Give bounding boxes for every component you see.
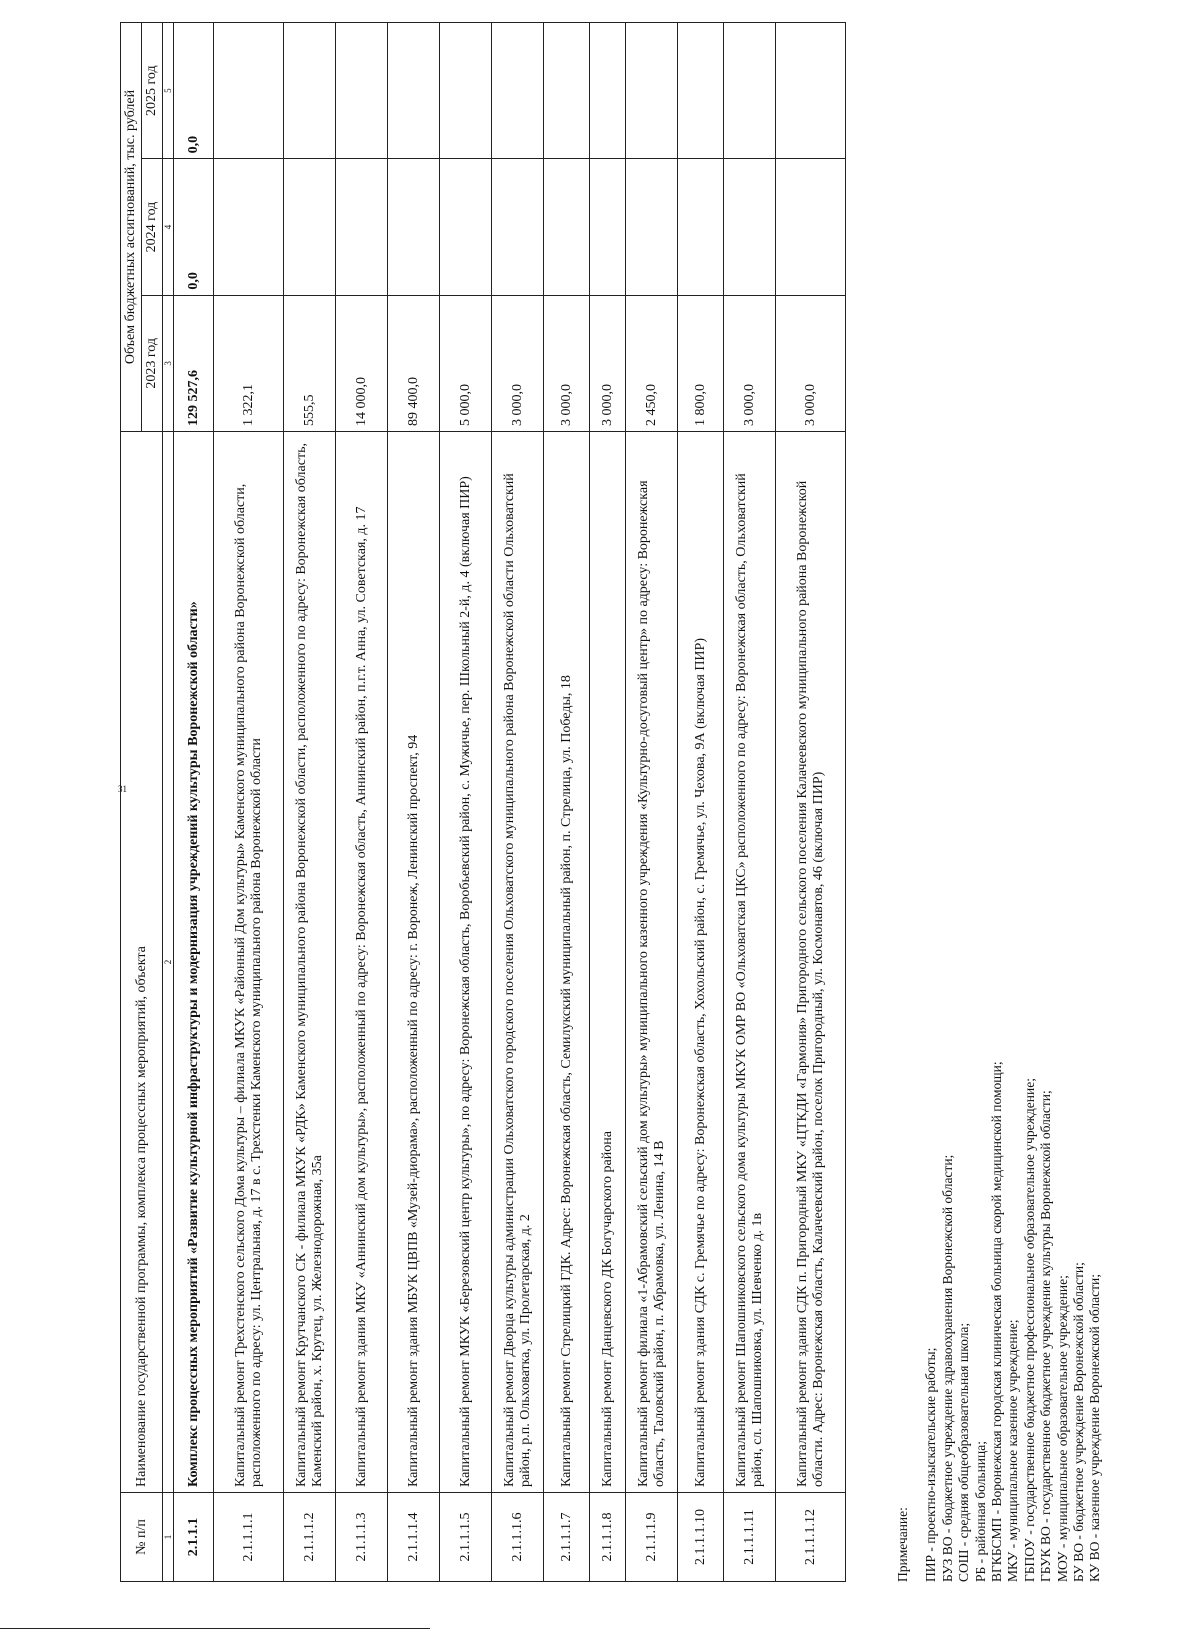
row-number: 2.1.1.1.5 bbox=[440, 1493, 492, 1582]
table-row bbox=[776, 23, 846, 1582]
row-value-2023: 1 322,1 bbox=[214, 295, 284, 431]
table-row bbox=[174, 23, 214, 1582]
row-value-2024 bbox=[388, 159, 440, 295]
row-value-2024 bbox=[678, 159, 724, 295]
row-value-2024 bbox=[776, 159, 846, 295]
row-name: Капитальный ремонт Дворца культуры администрации Ольховатского городского поселения Ольховатского муниципального района Воронежской области Ольховатский район, р.п. Ольховатка, ул. Пролетарская, д. 2 bbox=[492, 432, 544, 1493]
table-row bbox=[492, 23, 544, 1582]
row-name: Капитальный ремонт МКУК «Березовский центр культуры», по адресу: Воронежская область, Воробьевский район, с. Мужичье, пер. Школьный 2-й, д. 4 (включая ПИР) bbox=[440, 432, 492, 1493]
table-row bbox=[336, 23, 388, 1582]
table-row bbox=[724, 23, 776, 1582]
row-value-2025: 0,0 bbox=[174, 23, 214, 159]
row-value-2023: 2 450,0 bbox=[626, 295, 678, 431]
row-value-2023: 555,5 bbox=[284, 295, 336, 431]
header-budget-group: Объем бюджетных ассигнований, тыс. рублей bbox=[121, 23, 142, 432]
row-number: 2.1.1.1.10 bbox=[678, 1493, 724, 1582]
row-name: Капитальный ремонт здания МБУК ЦВПВ «Музей-диорама», расположенный по адресу: г. Воронеж, Ленинский проспект, 94 bbox=[388, 432, 440, 1493]
row-value-2023: 129 527,6 bbox=[174, 295, 214, 431]
row-value-2023: 14 000,0 bbox=[336, 295, 388, 431]
note-item: БУЗ ВО - бюджетное учреждение здравоохранения Воронежской области; bbox=[939, 1154, 955, 1582]
column-index: 4 bbox=[163, 159, 174, 295]
note-item: БУ ВО - бюджетное учреждение Воронежской области; bbox=[1071, 1262, 1087, 1582]
row-value-2025 bbox=[492, 23, 544, 159]
row-value-2024 bbox=[284, 159, 336, 295]
table-row bbox=[440, 23, 492, 1582]
row-name: Капитальный ремонт Стрелицкий ГДК. Адрес: Воронежская область, Семилукский муниципальный район, п. Стрелица, ул. Победы, 18 bbox=[544, 432, 590, 1493]
row-value-2025 bbox=[678, 23, 724, 159]
row-name: Капитальный ремонт здания МКУ «Аннинский дом культуры», расположенный по адресу: Воронежская область, Аннинский район, п.г.т. Анна, ул. Советская, д. 17 bbox=[336, 432, 388, 1493]
table-row bbox=[626, 23, 678, 1582]
row-value-2025 bbox=[544, 23, 590, 159]
page-number: 31 bbox=[118, 784, 127, 794]
table-row bbox=[590, 23, 626, 1582]
row-name: Капитальный ремонт Данцевского ДК Богучарского района bbox=[590, 432, 626, 1493]
scan-edge-line bbox=[0, 1628, 430, 1629]
row-value-2025 bbox=[336, 23, 388, 159]
row-value-2025 bbox=[284, 23, 336, 159]
header-year-2025: 2025 год bbox=[142, 23, 163, 159]
row-name: Капитальный ремонт здания СДК п. Пригородный МКУ «ЦТКДИ «Гармония» Пригородного сельского поселения Калачеевского муниципального района Воронежской области. Адрес: Воронежская область, Калачеевский район, поселок Пригородный, ул. Космонавтов, 46 (включая ПИР) bbox=[776, 432, 846, 1493]
row-name: Капитальный ремонт Шапошниковского сельского дома культуры МКУК ОМР ВО «Ольховатская ЦКС» расположенного по адресу: Воронежская область, Ольховатский район, сл. Шапошниковка, ул. Шевченко д. 1в bbox=[724, 432, 776, 1493]
note-item: СОШ - средняя общеобразовательная школа; bbox=[956, 1322, 972, 1582]
column-index: 1 bbox=[163, 1493, 174, 1582]
row-number: 2.1.1.1.8 bbox=[590, 1493, 626, 1582]
table-row bbox=[214, 23, 284, 1582]
note-item: ВГКБСМП - Воронежская городская клиническая больница скорой медицинской помощи; bbox=[989, 1061, 1005, 1582]
row-value-2025 bbox=[590, 23, 626, 159]
note-item: МКУ - муниципальное казенное учреждение; bbox=[1005, 1319, 1021, 1582]
row-number: 2.1.1.1.4 bbox=[388, 1493, 440, 1582]
row-value-2024 bbox=[336, 159, 388, 295]
row-value-2024 bbox=[626, 159, 678, 295]
row-value-2024 bbox=[590, 159, 626, 295]
row-value-2024 bbox=[724, 159, 776, 295]
header-year-2023: 2023 год bbox=[142, 295, 163, 431]
row-value-2025 bbox=[776, 23, 846, 159]
row-value-2025 bbox=[440, 23, 492, 159]
row-number: 2.1.1.1 bbox=[174, 1493, 214, 1582]
row-value-2024: 0,0 bbox=[174, 159, 214, 295]
row-number: 2.1.1.1.3 bbox=[336, 1493, 388, 1582]
row-value-2023: 3 000,0 bbox=[590, 295, 626, 431]
row-value-2024 bbox=[492, 159, 544, 295]
row-name: Капитальный ремонт филиала «1-Абрамовский сельский дом культуры» муниципального казенного учреждения «Культурно-досуговый центр» по адресу: Воронежская область, Таловский район, п. Абрамовка, ул. Ленина, 14 В bbox=[626, 432, 678, 1493]
row-value-2023: 1 800,0 bbox=[678, 295, 724, 431]
header-year-2024: 2024 год bbox=[142, 159, 163, 295]
row-value-2023: 3 000,0 bbox=[724, 295, 776, 431]
row-number: 2.1.1.1.12 bbox=[776, 1493, 846, 1582]
column-index: 5 bbox=[163, 23, 174, 159]
column-index: 2 bbox=[163, 432, 174, 1493]
note-item: КУ ВО - казенное учреждение Воронежской области; bbox=[1087, 1273, 1103, 1582]
note-item: ГБПОУ - государственное бюджетное профессиональное образовательное учреждение; bbox=[1021, 1078, 1037, 1582]
table-row bbox=[284, 23, 336, 1582]
notes-title: Примечание: bbox=[895, 1507, 910, 1582]
row-value-2025 bbox=[214, 23, 284, 159]
table-row bbox=[544, 23, 590, 1582]
note-item: ГБУК ВО - государственное бюджетное учреждение культуры Воронежской области; bbox=[1038, 1090, 1054, 1582]
row-value-2025 bbox=[388, 23, 440, 159]
budget-table bbox=[120, 22, 846, 1582]
note-item: МОУ - муниципальное образовательное учреждение; bbox=[1054, 1275, 1070, 1582]
table-row bbox=[678, 23, 724, 1582]
row-number: 2.1.1.1.7 bbox=[544, 1493, 590, 1582]
row-number: 2.1.1.1.2 bbox=[284, 1493, 336, 1582]
row-number: 2.1.1.1.1 bbox=[214, 1493, 284, 1582]
row-value-2024 bbox=[440, 159, 492, 295]
row-number: 2.1.1.1.11 bbox=[724, 1493, 776, 1582]
row-name: Капитальный ремонт Трехстенского сельского Дома культуры – филиала МКУК «Районный Дом культуры» Каменского муниципального района Воронежской области, расположенного по адресу: ул. Центральная, д. 17 в с. Трехстенки Каменского муниципального района Воронежской области bbox=[214, 432, 284, 1493]
row-value-2025 bbox=[626, 23, 678, 159]
row-value-2023: 3 000,0 bbox=[544, 295, 590, 431]
row-name: Капитальный ремонт Крутчанского СК - филиала МКУК «РДК» Каменского муниципального района Воронежской области, расположенного по адресу: Воронежская область, Каменский район, х. Крутец, ул. Железнодорожная, 35а bbox=[284, 432, 336, 1493]
table-body bbox=[174, 23, 846, 1582]
row-value-2023: 89 400,0 bbox=[388, 295, 440, 431]
row-number: 2.1.1.1.9 bbox=[626, 1493, 678, 1582]
row-value-2023: 5 000,0 bbox=[440, 295, 492, 431]
column-index: 3 bbox=[163, 295, 174, 431]
header-row bbox=[121, 23, 142, 1582]
note-item: ПИР - проектно-изыскательские работы; bbox=[923, 1347, 939, 1582]
column-index-row bbox=[163, 23, 174, 1582]
header-num: № п/п bbox=[121, 1493, 163, 1582]
note-item: РБ - районная больница; bbox=[972, 1441, 988, 1582]
row-value-2023: 3 000,0 bbox=[492, 295, 544, 431]
row-value-2025 bbox=[724, 23, 776, 159]
rotated-sheet bbox=[110, 5, 1200, 1595]
row-name: Комплекс процессных мероприятий «Развитие культурной инфраструктуры и модернизация учреждений культуры Воронежской области» bbox=[174, 432, 214, 1493]
row-value-2023: 3 000,0 bbox=[776, 295, 846, 431]
notes-section bbox=[895, 82, 1104, 1582]
header-name: Наименование государственной программы, комплекса процессных мероприятий, объекта bbox=[121, 432, 163, 1493]
row-value-2024 bbox=[214, 159, 284, 295]
row-number: 2.1.1.1.6 bbox=[492, 1493, 544, 1582]
row-value-2024 bbox=[544, 159, 590, 295]
row-name: Капитальный ремонт здания СДК с. Гремячье по адресу: Воронежская область, Хохольский район, с. Гремячье, ул. Чехова, 9А (включая ПИР) bbox=[678, 432, 724, 1493]
table-row bbox=[388, 23, 440, 1582]
